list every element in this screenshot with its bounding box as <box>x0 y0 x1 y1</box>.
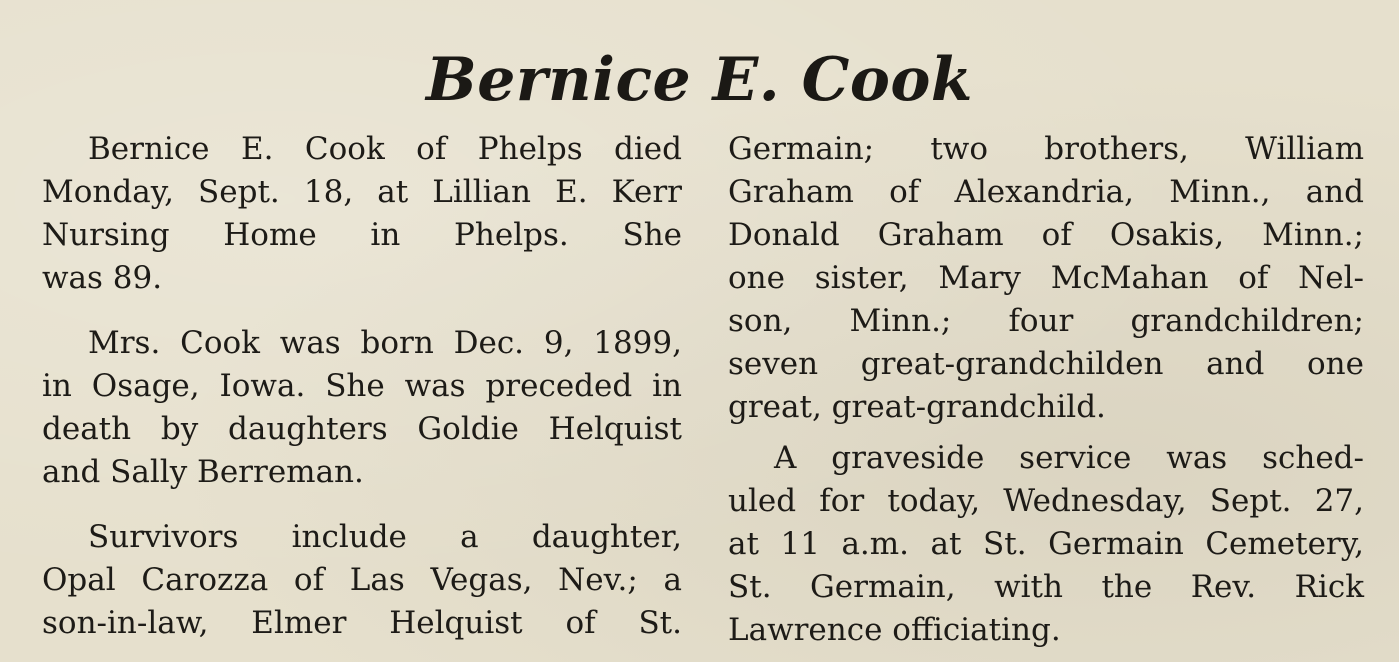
text-line: St. Germain, with the Rev. Rick <box>728 569 1364 605</box>
obituary-title: Bernice E. Cook <box>426 45 973 115</box>
text-line: Graham of Alexandria, Minn., and <box>728 174 1364 210</box>
paragraph-spacer <box>42 494 682 516</box>
paragraph-spacer <box>728 429 1364 437</box>
text-line: death by daughters Goldie Helquist <box>42 411 682 447</box>
paragraph-survivors <box>42 516 682 645</box>
text-line: uled for today, Wednesday, Sept. 27, <box>728 483 1364 519</box>
text-line: at 11 a.m. at St. Germain Cemetery, <box>728 526 1364 562</box>
paragraph-death-notice <box>42 128 682 300</box>
text-line: Donald Graham of Osakis, Minn.; <box>728 217 1364 253</box>
text-line: son, Minn.; four grandchildren; <box>728 303 1364 339</box>
paragraph-spacer <box>42 300 682 322</box>
text-line: Nursing Home in Phelps. She <box>42 217 682 253</box>
text-line: Lawrence officiating. <box>728 612 1061 648</box>
left-column <box>42 128 682 645</box>
text-line: seven great-grandchilden and one <box>728 346 1364 382</box>
text-line: was 89. <box>42 260 163 296</box>
text-line: A graveside service was sched- <box>774 440 1364 476</box>
paragraph-service <box>728 437 1364 652</box>
text-line: one sister, Mary McMahan of Nel- <box>728 260 1364 296</box>
text-line: Mrs. Cook was born Dec. 9, 1899, <box>88 325 682 361</box>
paragraph-survivors-continued <box>728 128 1364 429</box>
text-line: in Osage, Iowa. She was preceded in <box>42 368 682 404</box>
right-column <box>728 128 1364 652</box>
text-line: Survivors include a daughter, <box>88 519 682 555</box>
text-line: Bernice E. Cook of Phelps died <box>88 131 682 167</box>
text-line: and Sally Berreman. <box>42 454 364 490</box>
text-line: Opal Carozza of Las Vegas, Nev.; a <box>42 562 682 598</box>
paragraph-biography <box>42 322 682 494</box>
text-line: Monday, Sept. 18, at Lillian E. Kerr <box>42 174 682 210</box>
text-line: son-in-law, Elmer Helquist of St. <box>42 605 682 641</box>
text-line: Germain; two brothers, William <box>728 131 1364 167</box>
text-line: great, great-grandchild. <box>728 389 1106 425</box>
